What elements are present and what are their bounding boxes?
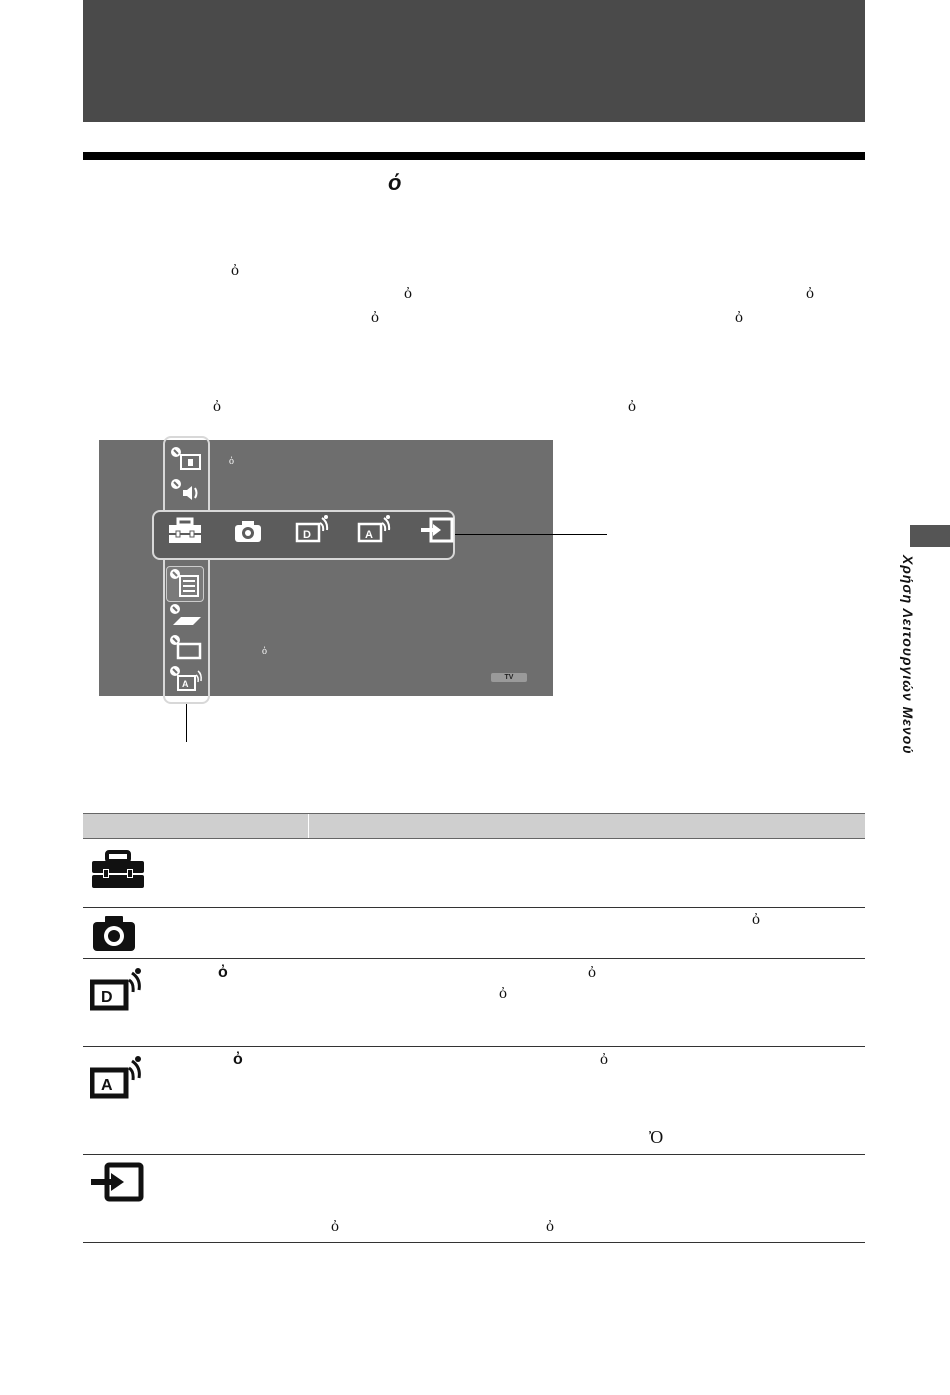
section-heading: ό (388, 170, 402, 195)
table-row-divider (83, 1046, 865, 1047)
eco-icon[interactable] (169, 603, 203, 627)
body-glyph: ὀ (735, 309, 743, 326)
table-header (83, 813, 865, 839)
table-desc-glyph: ὀ (600, 1051, 608, 1068)
svg-text:A: A (365, 529, 373, 541)
table-row-divider (83, 958, 865, 959)
table-name-glyph: ὀ (218, 964, 228, 981)
svg-text:D: D (303, 529, 311, 541)
analog-setup-icon[interactable] (169, 665, 203, 693)
body-glyph: ὀ (806, 285, 814, 302)
tv-input-badge: TV (491, 673, 527, 682)
table-desc-glyph: Ὀ (649, 1127, 664, 1147)
input-icon (89, 1162, 145, 1202)
table-row-divider (83, 907, 865, 908)
title-rule (83, 152, 865, 160)
svg-text:D: D (101, 989, 113, 1006)
table-desc-glyph: ὀ (499, 985, 507, 1002)
table-desc-glyph: ὀ (546, 1218, 554, 1235)
side-tab-label: Χρήση Λειτουργιών Μενού (900, 555, 916, 755)
toolbox-icon (90, 850, 146, 892)
tv-screen-text: ὀ (262, 646, 267, 657)
svg-text:A: A (101, 1077, 113, 1094)
body-glyph: ὀ (213, 398, 221, 415)
sound-settings-icon[interactable] (170, 478, 204, 504)
table-name-glyph: ὀ (233, 1051, 243, 1068)
toolbox-icon[interactable] (167, 517, 203, 545)
body-glyph: ὀ (371, 309, 379, 326)
body-glyph: ὀ (404, 285, 412, 302)
callout-line-submenu (186, 704, 187, 742)
analog-tv-icon[interactable] (357, 514, 391, 544)
digital-tv-icon (90, 966, 142, 1012)
tv-screen-text: ὀ (229, 456, 234, 467)
digital-tv-icon[interactable] (295, 514, 329, 544)
side-tab-marker (910, 525, 950, 547)
body-glyph: ὀ (628, 398, 636, 415)
header-band (83, 0, 865, 122)
callout-line-category-bar (455, 534, 607, 535)
input-icon[interactable] (419, 516, 455, 544)
camera-icon[interactable] (233, 518, 263, 544)
table-desc-glyph: ὀ (588, 964, 596, 981)
screen-settings-icon[interactable] (169, 634, 203, 660)
analog-tv-icon (90, 1054, 142, 1100)
table-desc-glyph: ὀ (752, 911, 760, 928)
setup-icon[interactable] (169, 568, 203, 598)
camera-icon (92, 914, 136, 952)
table-desc-glyph: ὀ (331, 1218, 339, 1235)
table-row-divider (83, 1154, 865, 1155)
table-bottom-rule (83, 1242, 865, 1243)
body-glyph: ὀ (231, 262, 239, 279)
svg-text:A: A (182, 679, 189, 689)
picture-settings-icon[interactable] (170, 446, 204, 472)
